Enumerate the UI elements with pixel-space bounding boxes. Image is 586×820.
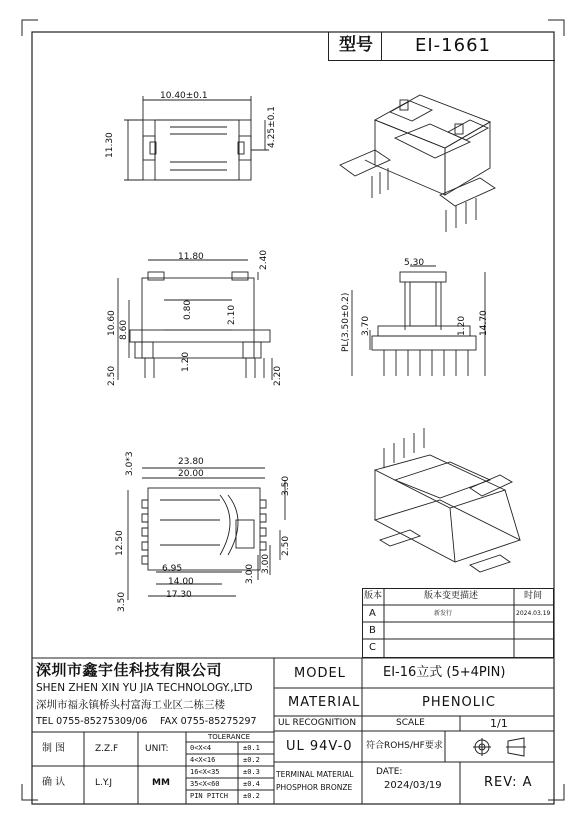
tolerance-value-5: ±0.2	[243, 792, 260, 800]
dim-front-bottom-right: 2.20	[273, 365, 283, 386]
unit-label: UNIT:	[145, 744, 169, 754]
company-fax: FAX 0755-85275297	[160, 716, 257, 727]
rev-row-c-version: C	[369, 642, 376, 653]
tolerance-value-3: ±0.3	[243, 768, 260, 776]
scale-value: 1/1	[490, 717, 508, 730]
draw-name: Z.Z.F	[95, 744, 119, 754]
dim-front-h2: 8.60	[119, 319, 129, 340]
material-value: PHENOLIC	[422, 695, 496, 710]
rev-row-a-desc: 新发行	[434, 610, 453, 617]
rev-header-version: 版本	[364, 591, 383, 601]
date-label: DATE:	[376, 767, 403, 777]
model-code-label: 型号	[339, 35, 373, 55]
dim-front-width: 11.80	[178, 252, 204, 262]
tolerance-range-4: 35<X<60	[190, 780, 220, 788]
dim-bottom-span: 20.00	[178, 469, 204, 479]
tolerance-range-1: 0<X<4	[190, 744, 212, 752]
dim-front-top: 2.40	[259, 249, 269, 270]
dim-front-bottom-left: 2.50	[107, 365, 117, 386]
date-value: 2024/03/19	[384, 780, 442, 791]
dim-front-mid: 0.80	[183, 299, 193, 320]
rev-row-a-date: 2024.03.19	[516, 610, 551, 617]
check-label: 确 认	[42, 777, 66, 788]
rev-row-b-version: B	[369, 625, 376, 636]
model-value: EI-16立式 (5+4PIN)	[383, 665, 506, 680]
check-name: L.Y.J	[95, 778, 113, 788]
dim-top-width: 10.40±0.1	[160, 91, 208, 101]
ul-value: UL 94V-0	[286, 739, 353, 754]
terminal-value: PHOSPHOR BRONZE	[276, 783, 353, 792]
company-name-en: SHEN ZHEN XIN YU JIA TECHNOLOGY.,LTD	[36, 682, 253, 694]
dim-side-small: 1.20	[457, 315, 467, 336]
dim-bottom-pitch: 6.95	[162, 564, 183, 574]
tolerance-value-4: ±0.4	[243, 780, 260, 788]
dim-side-h: 3.70	[361, 315, 371, 336]
draw-label: 制 图	[42, 743, 66, 754]
unit-value: MM	[152, 778, 170, 788]
company-name-cn: 深圳市鑫宇佳科技有限公司	[36, 661, 223, 679]
company-address: 深圳市福永镇桥头村富海工业区二栋三楼	[36, 699, 225, 711]
dim-bottom-right-top: 3.50	[281, 475, 291, 496]
dim-bottom-slot: 3.0*3	[125, 451, 135, 476]
dim-top-side: 4.25±0.1	[267, 106, 277, 148]
dim-bottom-w1: 14.00	[168, 577, 194, 587]
scale-label: SCALE	[396, 718, 425, 728]
rev-header-date: 时间	[524, 591, 543, 601]
projection-symbol-icon	[472, 736, 542, 758]
model-code-value: EI-1661	[415, 35, 491, 56]
model-label: MODEL	[294, 666, 346, 681]
terminal-label: TERMINAL MATERIAL	[276, 770, 354, 779]
dim-side-total: 14.70	[479, 310, 489, 336]
dim-side-pl: PL(3.50±0.2)	[341, 292, 351, 352]
tolerance-value-1: ±0.1	[243, 744, 260, 752]
material-label: MATERIAL	[288, 695, 361, 710]
tolerance-range-5: PIN PITCH	[190, 792, 228, 800]
dim-bottom-total: 23.80	[178, 457, 204, 467]
rohs-text: 符合ROHS/HF要求	[366, 741, 443, 751]
dim-front-h1: 10.60	[107, 310, 117, 336]
dim-bottom-right-low1: 3.00	[245, 563, 255, 584]
company-tel: TEL 0755-85275309/06	[36, 716, 148, 727]
tolerance-range-3: 16<X<35	[190, 768, 220, 776]
rev-value: REV: A	[484, 775, 533, 790]
dim-front-inner: 2.10	[227, 304, 237, 325]
dim-front-pin: 1.20	[181, 351, 191, 372]
rev-header-desc: 版本变更描述	[424, 591, 479, 601]
dim-bottom-w2: 17.30	[166, 590, 192, 600]
ul-label: UL RECOGNITION	[278, 718, 357, 728]
dim-top-height: 11.30	[105, 132, 115, 158]
dim-bottom-right-mid: 2.50	[281, 535, 291, 556]
dim-bottom-left-low: 3.50	[117, 591, 127, 612]
dim-bottom-height: 12.50	[115, 530, 125, 556]
tolerance-header: TOLERANCE	[208, 733, 251, 741]
dim-bottom-right-low2: 3.00	[261, 553, 271, 574]
dim-side-width: 5.30	[404, 258, 425, 268]
tolerance-value-2: ±0.2	[243, 756, 260, 764]
tolerance-range-2: 4<X<16	[190, 756, 216, 764]
rev-row-a-version: A	[369, 608, 376, 619]
